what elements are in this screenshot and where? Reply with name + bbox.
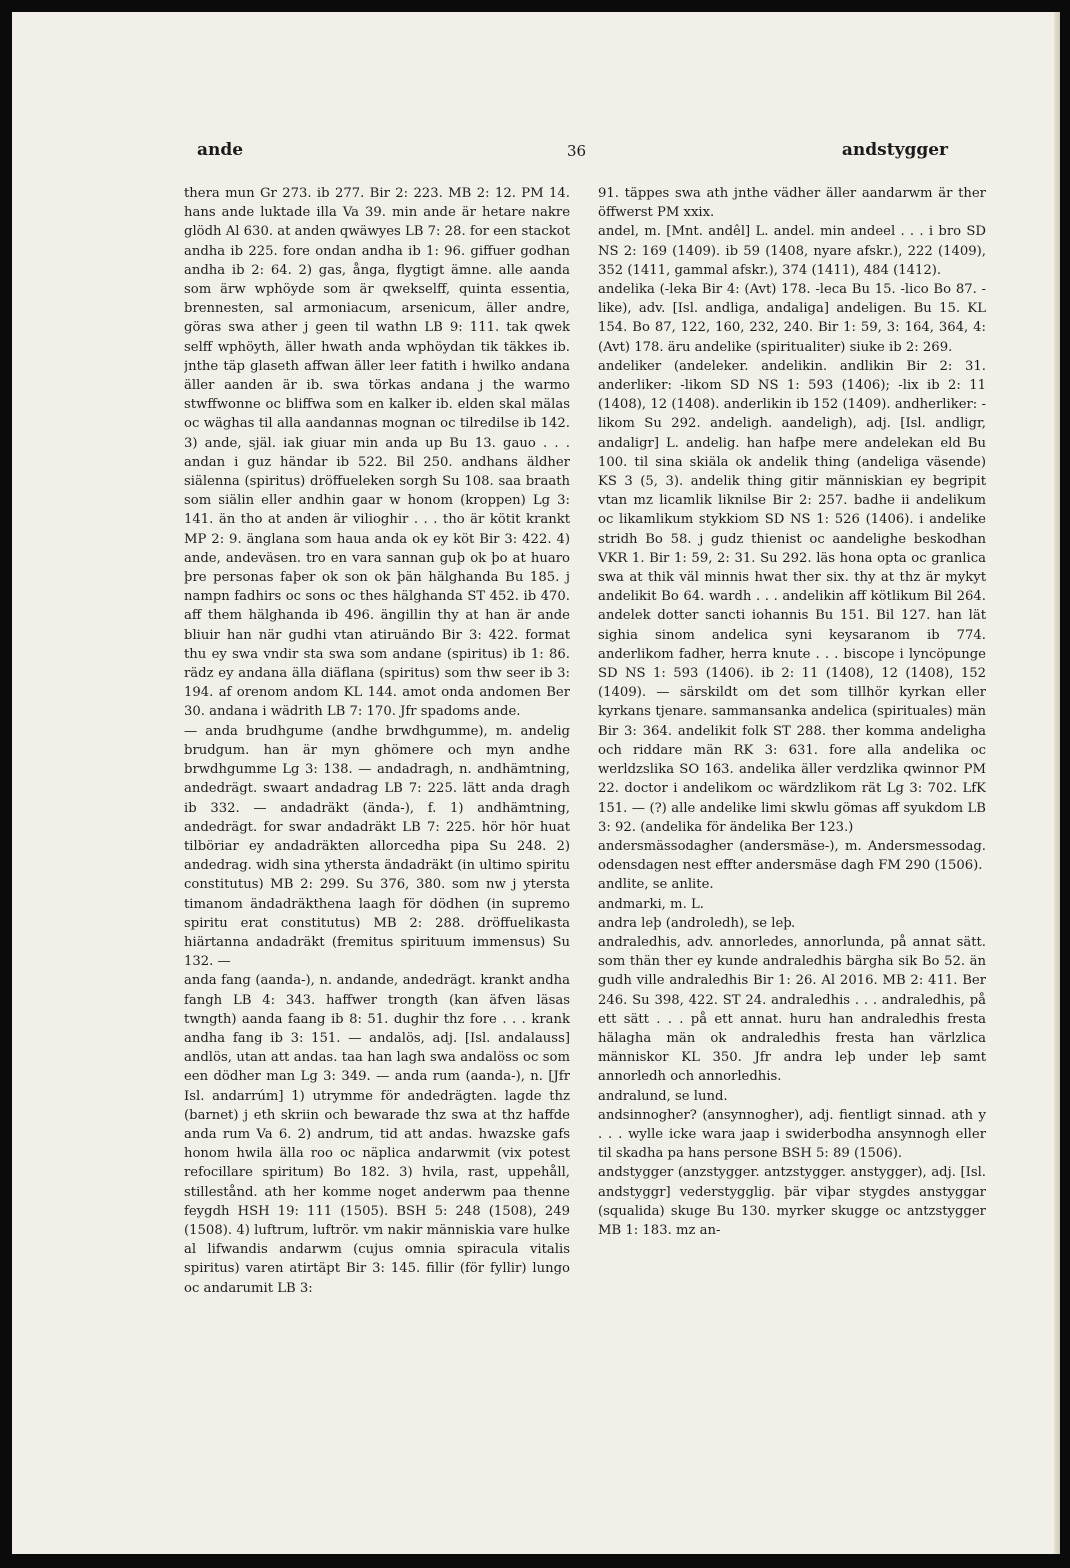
dictionary-page [12,12,1060,1554]
right-paragraph: andsinnogher? (ansynnogher), adj. fientligt sinnad. ath y . . . wylle icke wara jaap i swiderbodha ansynnogh eller til skadha pa hans persone BSH 5: 89 (1506). [598,1107,986,1162]
right-paragraph: andersmässodagher (andersmäse-), m. Andersmessodag. odensdagen nest effter andersmäse dagh FM 290 (1506). [598,838,986,874]
right-paragraph: andeliker (andeleker. andelikin. andlikin Bir 2: 31. anderliker: -likom SD NS 1: 593 (1406); -lix ib 2: 11 (1408), 12 (1408). anderlikin ib 152 (1409). andherliker: -likom Su 292. andeligh. aandeligh), adj. [Isl. andligr, andaligr] L. andelig. han hafþe mere andelekan eld Bu 100. til sina skiäla ok andelik thing (andeliga väsende) KS 3 (5, 3). andelik thing gitir människian ey begripit vtan mz licamlik liknilse Bir 2: 257. badhe ii andelikum oc likamlikum stykkiom SD NS 1: 526 (1406). i andelike stridh Bo 58. j gudz thienist oc aandelighe beskodhan VKR 1. Bir 1: 59, 2: 31. Su 292. läs hona opta oc granlica swa at thik väl minnis hwat ther six. thy at thz är mykyt andelikit Bo 64. wardh . . . andelikin aff kötlikum Bil 264. andelek dotter sancti iohannis Bu 151. Bil 127. han lät sighia sinom andelica syni keysaranom ib 774. anderlikom fadher, herra knute . . . biscope i lyncöpunge SD NS 1: 593 (1406). ib 2: 11 (1408), 12 (1408), 152 (1409). — särskildt om det som tillhör kyrkan eller kyrkans tjenare. sammansanka andelica (spirituales) män Bir 3: 364. andelikit folk ST 288. ther komma andeligha och riddare män RK 3: 631. fore alla andelika oc werldzslika SO 163. andelika äller verdzlika qwinnor PM 22. doctor i andelikom oc wärdzlikom rät Lg 3: 702. LfK 151. — (?) alle andelike limi skwlu gömas aff syukdom LB 3: 92. (andelika för ändelika Ber 123.) [598,358,986,835]
right-paragraph: andralund, se lund. [598,1088,728,1104]
left-paragraph: anda fang (aanda-), n. andande, andedrägt. krankt andha fangh LB 4: 343. haffwer trongth (kan äfven läsas twngth) aanda faang ib 8: 51. dughir thz fore . . . krank andha fang ib 3: 151. — andalös, adj. [Isl. andalauss] andlös, utan att andas. taa han lagh swa andalöss oc som een dödher man Lg 3: 349. — anda rum (aanda-), n. [Jfr Isl. andarrúm] 1) utrymme för andedrägten. lagde thz (barnet) j eth skriin och bewarade thz swa at thz haffde anda rum Va 6. 2) andrum, tid att andas. hwazske gafs honom hwila älla roo oc näplica andarwmit (vix potest refocillare spiritum) Bo 182. 3) hvila, rast, uppehåll, stillestånd. ath her komme noget anderwm paa thenne feygdh HSH 19: 111 (1505). BSH 5: 248 (1508), 249 (1508). 4) luftrum, luftrör. vm nakir människia vare hulke al lifwandis andarwm (cujus omnia spiracula vitalis spiritus) varen atirtäpt Bir 3: 145. fillir (för fyllir) lungo oc andarumit LB 3: [184,973,570,1296]
left-paragraph: thera mun Gr 273. ib 277. Bir 2: 223. MB 2: 12. PM 14. hans ande luktade illa Va 39. min ande är hetare nakre glödh Al 630. at anden qwäwyes LB 7: 28. for een stackot andha ib 225. fore ondan andha ib 1: 96. giffuer godhan andha ib 2: 64. 2) gas, ånga, flygtigt ämne. alle aanda som ärw wphöyde som är qwekselff, quinta essentia, brennesten, sal armoniacum, arsenicum, äller andre, göras swa ather j geen til wathn LB 9: 111. tak qwek selff wphöyth, äller hwath anda wphöydan tik täkkes ib. jnthe täp glaseth affwan äller leer fatith i hwilko andana äller aanden är ib. swa törkas andana j the warmo stwffwonne oc bliffwa som en kalker ib. elden skal mälas oc wäghas til alla aandannas mognan oc tilredilse ib 142. 3) ande, själ. iak giuar min anda up Bu 13. gauo . . . andan i guz händar ib 522. Bil 250. andhans äldher siälenna (spiritus) dröffueleken sorgh Su 108. saa braath som siälin eller andhin gaar w honom (kroppen) Lg 3: 141. än tho at anden är vilioghir . . . tho är kötit krankt MP 2: 9. änglana som haua anda ok ey köt Bir 3: 422. 4) ande, andeväsen. tro en vara sannan guþ ok þo at huaro þre personas faþer ok son ok þän hälghanda Bu 185. j nampn fadhirs oc sons oc thes hälghanda ST 452. ib 470. aff them hälghanda ib 496. ängillin thy at han är ande bliuir han när gudhi vtan atiruändo Bir 3: 422. format thu ey swa vndir sta swa som andane (spiritus) ib 1: 86. rädz ey andana älla diäflana (spiritus) som thw seer ib 3: 194. af orenom andom KL 144. amot onda andomen Ber 30. andana i wädrith LB 7: 170. Jfr spadoms ande. [184,186,570,720]
right-paragraph: 91. täppes swa ath jnthe vädher äller aandarwm är ther öffwerst PM xxix. [598,186,986,221]
left-paragraph: — anda brudhgume (andhe brwdhgumme), m. andelig brudgum. han är myn ghömere och myn andhe brwdhgumme Lg 3: 138. — andadragh, n. andhämtning, andedrägt. swaart andadrag LB 7: 225. lätt anda dragh ib 332. — andadräkt (ända-), f. 1) andhämtning, andedrägt. for swar andadräkt LB 7: 225. hör hör huat tilböriar ey andadräkten allorcedha pipa Su 248. 2) andedrag. widh sina ythersta ändadräkt (in ultimo spiritu constitutus) MB 2: 299. Su 376, 380. som nw j ytersta timanom ändadräkthena laagh för dödhen (in supremo spiritu erat constitutus) MB 2: 288. dröffuelikasta hiärtanna andadräkt (fremitus spirituum immensus) Su 132. — [184,723,570,970]
right-paragraph: andraledhis, adv. annorledes, annorlunda, på annat sätt. som thän ther ey kunde andraledhis bärgha sik Bo 52. än gudh ville andraledhis Bir 1: 26. Al 2016. MB 2: 411. Ber 246. Su 398, 422. ST 24. andraledhis . . . andraledhis, på ett sätt . . . på ett annat. huru han andraledhis fresta hälagha män ok andraledhis fresta han värlzlica människor KL 350. Jfr andra leþ under leþ samt annorledh och annorledhis. [598,934,986,1085]
header-left-headword: ande [197,140,244,160]
right-paragraph: andmarki, m. L. [598,896,704,912]
left-column [184,184,570,1399]
right-paragraph: andra leþ (androledh), se leþ. [598,915,796,931]
right-paragraph: andelika (-leka Bir 4: (Avt) 178. -leca Bu 15. -lico Bo 87. -like), adv. [Isl. andliga, andaliga] andeligen. Bu 15. KL 154. Bo 87, 122, 160, 232, 240. Bir 1: 59, 3: 164, 364, 4: (Avt) 178. äru andelike (spiritualiter) siuke ib 2: 269. [598,282,986,355]
page-edge [1054,12,1060,1554]
page-number: 36 [567,142,587,160]
right-column [598,184,986,1399]
running-header [12,140,1060,172]
right-paragraph: andlite, se anlite. [598,877,714,893]
right-paragraph: andstygger (anzstygger. antzstygger. anstygger), adj. [Isl. andstyggr] vederstygglig. þär viþar stygdes anstyggar (squalida) skuge Bu 130. myrker skugge oc antzstygger MB 1: 183. mz an- [598,1165,986,1238]
right-paragraph: andel, m. [Mnt. andêl] L. andel. min andeel . . . i bro SD NS 2: 169 (1409). ib 59 (1408, nyare afskr.), 222 (1409), 352 (1411, gammal afskr.), 374 (1411), 484 (1412). [598,224,986,278]
header-right-headword: andstygger [841,140,948,160]
